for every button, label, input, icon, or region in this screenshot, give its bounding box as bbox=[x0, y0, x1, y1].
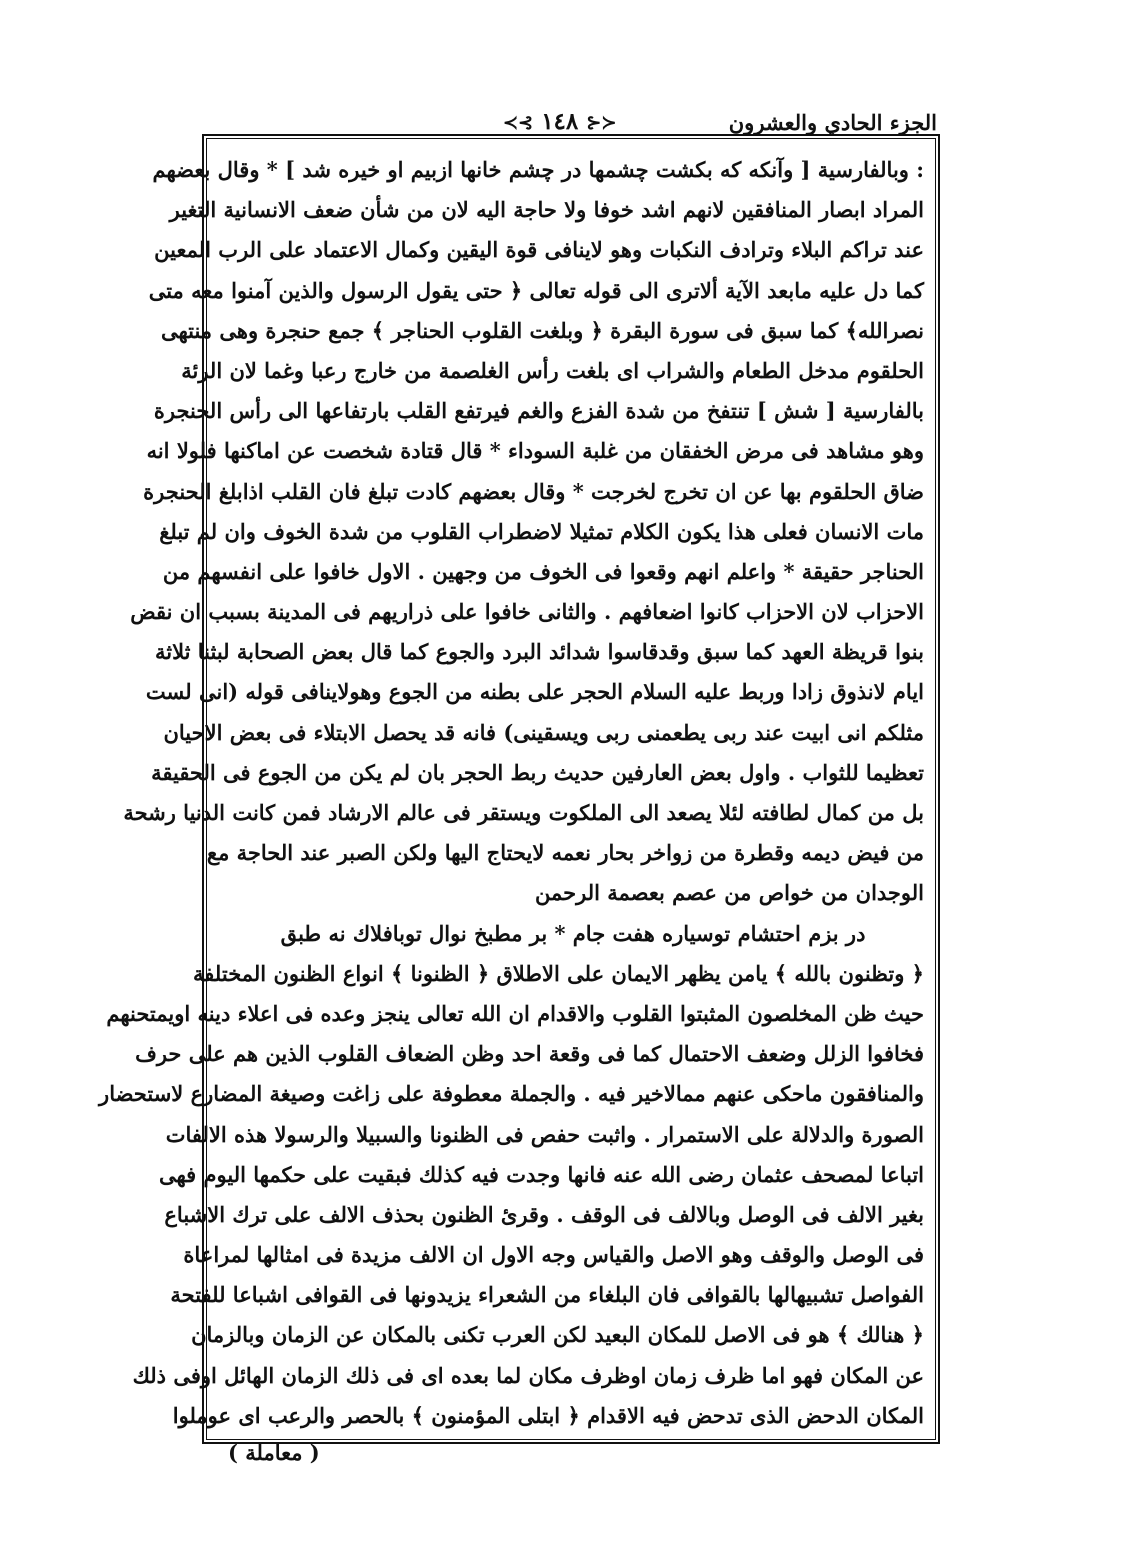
catchword: ( معاملة ) bbox=[228, 1440, 320, 1465]
text-line: بالفارسية [ شش ] تنتفخ من شدة الفزع والغم فيرتفع القلب بارتفاعها الى رأس الحنجرة bbox=[153, 398, 924, 424]
text-line: الوجدان من خواص من عصم بعصمة الرحمن bbox=[535, 880, 924, 906]
text-line: ضاق الحلقوم بها عن ان تخرج لخرجت * وقال بعضهم كادت تبلغ فان القلب اذابلغ الحنجرة bbox=[143, 478, 924, 504]
text-line: بغير الالف فى الوصل وبالالف فى الوقف . وقرئ الظنون بحذف الالف على ترك الاشباع bbox=[164, 1201, 924, 1227]
text-line: ﴿ هنالك ﴾ هو فى الاصل للمكان البعيد لكن العرب تكنى بالمكان عن الزمان وبالزمان bbox=[191, 1322, 924, 1348]
text-line: المكان الدحض الذى تدحض فيه الاقدام ﴿ ابتلى المؤمنون ﴾ بالحصر والرعب اى عوملوا bbox=[172, 1402, 924, 1428]
text-line: مثلكم انى ابيت عند ربى يطعمنى ربى ويسقينى) فانه قد يحصل الابتلاء فى بعض الاحيان bbox=[163, 719, 924, 745]
text-line: ﴿ وتظنون بالله ﴾ يامن يظهر الايمان على الاطلاق ﴿ الظنونا ﴾ انواع الظنون المختلفة bbox=[193, 960, 924, 986]
text-line: بل من كمال لطافته لئلا يصعد الى الملكوت ويستقر فى عالم الارشاد فمن كانت الدنيا رشحة bbox=[123, 800, 924, 825]
text-line: من فيض ديمه وقطرة من زواخر بحار نعمه لايحتاج اليها ولكن الصبر عند الحاجة مع bbox=[206, 840, 924, 866]
main-text-block bbox=[99, 150, 924, 1436]
running-title: الجزء الحادي والعشرون bbox=[728, 110, 937, 135]
text-line: الحناجر حقيقة * واعلم انهم وقعوا فى الخوف من وجهين . الاول خافوا على انفسهم من bbox=[162, 558, 924, 584]
text-line: اتباعا لمصحف عثمان رضى الله عنه فانها وجدت فيه كذلك فبقيت على حكمها اليوم فهى bbox=[158, 1161, 924, 1187]
text-line: فخافوا الزلل وضعف الاحتمال كما فى وقعة احد وظن الضعاف القلوب الذين هم على حرف bbox=[135, 1041, 924, 1067]
left-ornament-icon: ≺⊰ bbox=[503, 112, 534, 134]
text-line: الفواصل تشبيهالها بالقوافى فان البلغاء من الشعراء يزيدونها فى القوافى اشباعا للفتحة bbox=[170, 1282, 924, 1308]
page-header bbox=[205, 108, 937, 138]
text-line: عن المكان فهو اما ظرف زمان اوظرف مكان لما بعده اى فى ذلك الزمان الهائل اوفى ذلك bbox=[132, 1362, 924, 1388]
text-line: بنوا قريظة العهد كما سبق وقدقاسوا شدائد البرد والجوع كما قال بعض الصحابة لبثنا ثلاثة bbox=[154, 639, 924, 665]
page-number-block bbox=[503, 108, 616, 135]
text-line: وهو مشاهد فى مرض الخفقان من غلبة السوداء * قال قتادة شخصت عن اماكنها فلولا انه bbox=[146, 438, 924, 464]
text-line: المراد ابصار المنافقين لانهم اشد خوفا ولا حاجة اليه لان من شأن ضعف الانسانية التغير bbox=[169, 197, 924, 223]
text-line: نصرالله﴾ كما سبق فى سورة البقرة ﴿ وبلغت القلوب الحناجر ﴾ جمع حنجرة وهى منتهى bbox=[160, 317, 924, 343]
text-line: والمنافقون ماحكى عنهم ممالاخير فيه . والجملة معطوفة على زاغت وصيغة المضارع لاستحضار bbox=[99, 1081, 924, 1107]
text-line: ايام لانذوق زادا وربط عليه السلام الحجر على بطنه من الجوع وهولاينافى قوله (انى لست bbox=[145, 679, 924, 705]
text-line: مات الانسان فعلى هذا يكون الكلام تمثيلا لاضطراب القلوب من شدة الخوف وان لم تبلغ bbox=[159, 518, 924, 544]
verse-line: در بزم احتشام توسياره هفت جام * بر مطبخ نوال توبافلاك نه طبق bbox=[280, 920, 866, 946]
text-line: : وبالفارسية [ وآنكه كه بكشت چشمها در چشم خانها ازبيم او خيره شد ] * وقال بعضهم bbox=[152, 157, 924, 182]
text-line: الصورة والدلالة على الاستمرار . واثبت حفص فى الظنونا والسبيلا والرسولا هذه الالفات bbox=[165, 1121, 924, 1147]
text-line: عند تراكم البلاء وترادف النكبات وهو لاينافى قوة اليقين وكمال الاعتماد على الرب المعين bbox=[154, 237, 924, 263]
right-ornament-icon: ⊱≻ bbox=[586, 112, 617, 134]
text-line: فى الوصل والوقف وهو الاصل والقياس وجه الاول ان الالف مزيدة فى امثالها لمراعاة bbox=[183, 1242, 924, 1268]
text-line: حيث ظن المخلصون المثبتوا القلوب والاقدام ان الله تعالى ينجز وعده فى اعلاء دينه اويمتحنهم bbox=[106, 1000, 924, 1026]
text-line: كما دل عليه مابعد الآية ألاترى الى قوله تعالى ﴿ حتى يقول الرسول والذين آمنوا معه متى bbox=[148, 277, 924, 303]
page-number: ١٤٨ bbox=[541, 108, 579, 135]
text-line: الحلقوم مدخل الطعام والشراب اى بلغت رأس الغلصمة من خارج رعبا وغما لان الرئة bbox=[181, 357, 924, 383]
text-line: الاحزاب لان الاحزاب كانوا اضعافهم . والثانى خافوا على ذراريهم فى المدينة بسبب ان نقض bbox=[130, 599, 924, 625]
text-line: تعظيما للثواب . واول بعض العارفين حديث ربط الحجر بان لم يكن من الجوع فى الحقيقة bbox=[151, 759, 924, 785]
